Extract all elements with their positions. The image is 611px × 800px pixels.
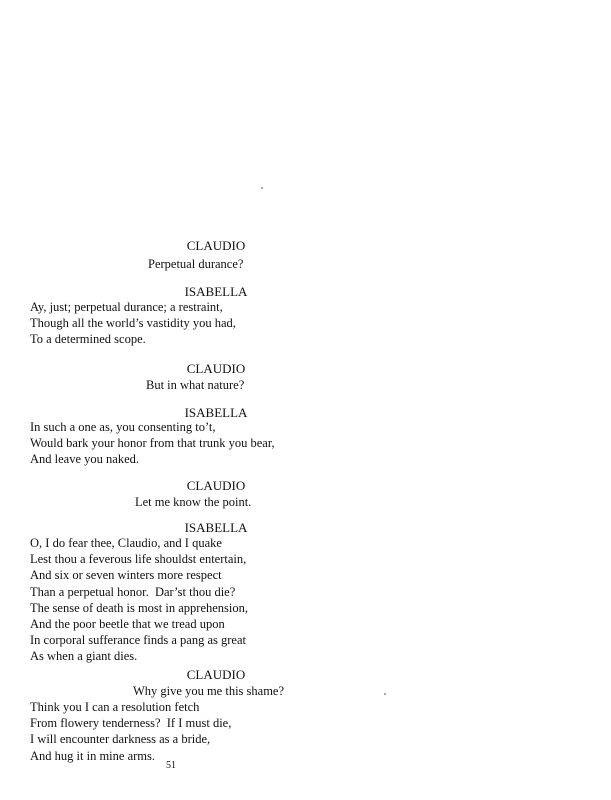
dialogue-line: In corporal sufferance finds a pang as great [30,633,246,648]
scan-speck [261,187,263,189]
page-number: 51 [166,760,176,771]
speech-block [30,535,430,665]
speaker-name: ISABELLA [184,520,248,535]
speaker-name: CLAUDIO [186,361,246,376]
speaker-name: CLAUDIO [186,478,246,493]
dialogue-line: Though all the world’s vastidity you had, [30,316,236,331]
dialogue-line: Let me know the point. [135,495,252,509]
dialogue-line: But in what nature? [146,378,245,392]
dialogue-line: Why give you me this shame? [133,684,285,698]
speech-block [30,419,430,468]
speaker-name: ISABELLA [184,405,248,420]
dialogue-line: O, I do fear thee, Claudio, and I quake [30,536,222,550]
dialogue-line: The sense of death is most in apprehension, [30,600,249,615]
dialogue-line: Than a perpetual honor. Dar’st thou die? [30,584,236,599]
dialogue-line: From flowery tenderness? If I must die, [30,716,232,731]
speech-block [30,699,430,764]
dialogue-line: Lest thou a feverous life shouldst entertain, [30,552,247,567]
scan-speck [384,693,386,695]
dialogue-line: Think you I can a resolution fetch [30,700,200,714]
dialogue-line: In such a one as, you consenting to’t, [30,420,216,434]
dialogue-line: And six or seven winters more respect [30,568,222,583]
dialogue-line: Ay, just; perpetual durance; a restraint, [30,300,223,314]
dialogue-line: And the poor beetle that we tread upon [30,617,225,632]
dialogue-line: I will encounter darkness as a bride, [30,732,211,747]
dialogue-line: And leave you naked. [30,452,139,467]
dialogue-line: As when a giant dies. [30,649,138,664]
speech-block [30,299,430,348]
dialogue-line: Perpetual durance? [148,257,244,271]
dialogue-line: Would bark your honor from that trunk you bear, [30,436,275,451]
speaker-name: CLAUDIO [186,667,246,682]
speaker-name: CLAUDIO [186,238,246,253]
speaker-name: ISABELLA [184,284,248,299]
dialogue-line: And hug it in mine arms. [30,748,155,763]
dialogue-line: To a determined scope. [30,332,146,347]
